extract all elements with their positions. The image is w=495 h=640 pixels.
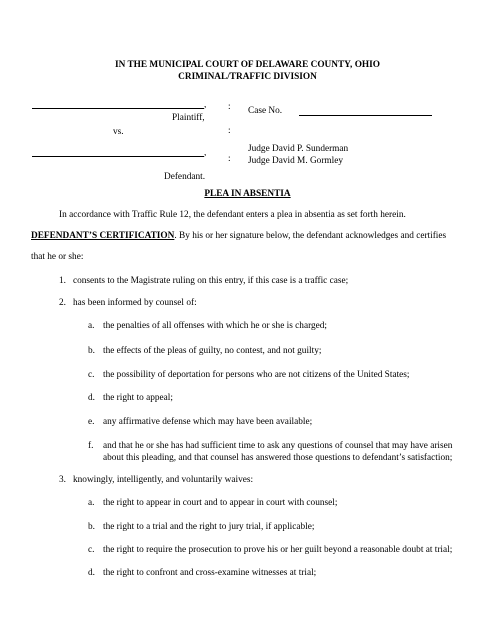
defendant-label: Defendant. — [164, 172, 206, 182]
subitem-letter: b. — [88, 522, 95, 532]
item-number: 3. — [59, 475, 66, 485]
subitem-letter: c. — [88, 545, 95, 555]
plaintiff-label: Plaintiff, — [172, 113, 205, 123]
caption-separator: : — [228, 154, 231, 164]
vs-label: vs. — [113, 127, 124, 137]
certification-continuation: that he or she: — [31, 252, 84, 262]
subitem-text: any affirmative defense which may have been available; — [103, 417, 313, 427]
plaintiff-blank-line[interactable] — [32, 108, 204, 109]
item-number: 1. — [59, 276, 66, 286]
subitem-letter: a. — [88, 321, 95, 331]
item-text: consents to the Magistrate ruling on this entry, if this case is a traffic case; — [73, 276, 349, 286]
item-number: 2. — [59, 298, 66, 308]
caption-separator: : — [228, 126, 231, 136]
subitem-letter: e. — [88, 417, 95, 427]
subitem-letter: d. — [88, 393, 95, 403]
subitem-text: the right to a trial and the right to jury trial, if applicable; — [103, 522, 315, 532]
subitem-letter: f. — [88, 441, 94, 451]
subitem-text-continuation: about this pleading, and that counsel has answered those questions to defendant’s satisfaction; — [103, 453, 453, 463]
caption-separator: : — [228, 102, 231, 112]
subitem-text: the right to require the prosecution to prove his or her guilt beyond a reasonable doubt at trial; — [103, 545, 453, 555]
intro-paragraph: In accordance with Traffic Rule 12, the defendant enters a plea in absentia as set forth herein. — [59, 210, 406, 220]
plaintiff-comma: , — [204, 100, 207, 110]
defendant-comma: , — [204, 148, 207, 158]
division-title: CRIMINAL/TRAFFIC DIVISION — [178, 72, 317, 82]
item-text: knowingly, intelligently, and voluntarily waives: — [73, 475, 254, 485]
subitem-text: and that he or she has had sufficient time to ask any questions of counsel that may have arisen — [103, 441, 453, 451]
certification-line — [31, 231, 446, 242]
subitem-text: the right to appear in court and to appear in court with counsel; — [103, 498, 338, 508]
subitem-letter: c. — [88, 370, 95, 380]
case-no-label: Case No. — [248, 106, 283, 116]
court-title: IN THE MUNICIPAL COURT OF DELAWARE COUNTY, OHIO — [114, 60, 381, 70]
subitem-letter: d. — [88, 568, 95, 578]
plea-heading: PLEA IN ABSENTIA — [204, 189, 291, 199]
judge-gormley: Judge David M. Gormley — [248, 156, 344, 166]
defendant-blank-line[interactable] — [32, 156, 204, 157]
subitem-text: the right to confront and cross-examine witnesses at trial; — [103, 568, 317, 578]
certification-text: . By his or her signature below, the defendant acknowledges and certifies — [174, 231, 447, 241]
item-text: has been informed by counsel of: — [73, 298, 197, 308]
certification-label: DEFENDANT’S CERTIFICATION — [31, 231, 175, 241]
subitem-text: the effects of the pleas of guilty, no contest, and not guilty; — [103, 346, 322, 356]
subitem-text: the right to appeal; — [103, 393, 173, 403]
subitem-text: the possibility of deportation for persons who are not citizens of the United States; — [103, 370, 410, 380]
case-no-blank-line[interactable] — [299, 115, 432, 116]
subitem-letter: b. — [88, 346, 95, 356]
judge-sunderman: Judge David P. Sunderman — [248, 144, 349, 154]
subitem-text: the penalties of all offenses with which he or she is charged; — [103, 321, 328, 331]
subitem-letter: a. — [88, 498, 95, 508]
